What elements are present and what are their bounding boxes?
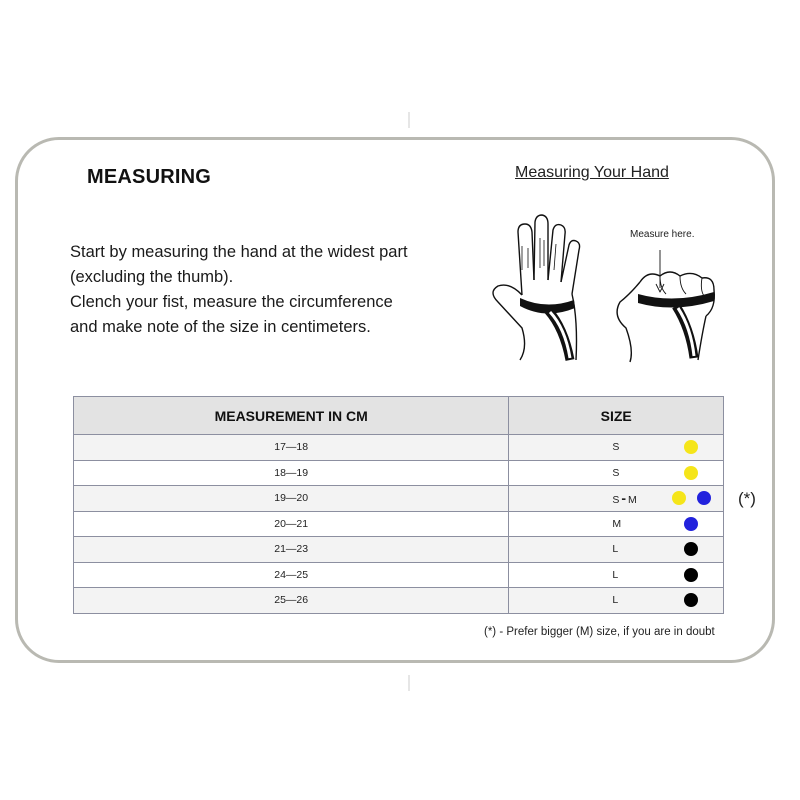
size-color-dots [672,491,711,505]
header-size: SIZE [509,397,724,435]
size-color-dots [684,517,698,531]
table-row [74,562,724,588]
size-color-dots [684,593,698,607]
doubt-marker: (*) [738,489,756,508]
size-label: L [612,568,619,581]
size-cell [509,511,724,537]
size-color-dots [684,440,698,454]
measurement-cell: 20—21 [74,511,509,537]
measure-here-label: Measure here. [630,229,695,240]
table-row [74,537,724,563]
measurement-cell: 18—19 [74,460,509,486]
black-size-dot [684,593,698,607]
size-cell [509,588,724,614]
measurement-cell: 17—18 [74,435,509,461]
black-size-dot [684,568,698,582]
size-label: L [612,594,619,607]
hand-measuring-illustration [480,210,730,370]
bottom-divider-mark [408,675,410,691]
table-row [74,435,724,461]
table-row [74,588,724,614]
size-label: S [612,466,620,479]
blue-size-dot [697,491,711,505]
fist-hand-drawing [617,250,714,362]
blue-size-dot [684,517,698,531]
size-cell [509,562,724,588]
table-header-row [74,397,724,435]
size-part: S [612,494,620,507]
size-color-dots [684,568,698,582]
table-row [74,460,724,486]
intro-line: Start by measuring the hand at the widest part [70,243,408,261]
size-label: L [612,543,619,556]
size-cell [509,537,724,563]
size-cell [509,486,724,512]
size-cell [509,435,724,461]
measurement-cell: 24—25 [74,562,509,588]
size-color-dots [684,466,698,480]
size-label: M [612,517,622,530]
open-hand-drawing [493,215,580,360]
measurement-cell: 25—26 [74,588,509,614]
footnote: (*) - Prefer bigger (M) size, if you are in doubt [484,626,715,638]
top-divider-mark [408,112,410,128]
size-part: M [628,494,637,507]
intro-text [70,240,470,340]
size-label: S [612,441,620,454]
measurement-cell: 19—20 [74,486,509,512]
size-cell [509,460,724,486]
table-row [74,486,724,512]
intro-line: and make note of the size in centimeters. [70,318,371,336]
header-measurement: MEASUREMENT IN CM [74,397,509,435]
size-table [73,396,724,614]
measurement-cell: 21—23 [74,537,509,563]
size-separator: - [621,490,627,507]
intro-line: Clench your fist, measure the circumference [70,293,393,311]
size-label [612,490,636,506]
intro-line: (excluding the thumb). [70,268,234,286]
size-color-dots [684,542,698,556]
page-title: MEASURING [87,166,212,188]
table-row [74,511,724,537]
black-size-dot [684,542,698,556]
yellow-size-dot [672,491,686,505]
illustration-title: Measuring Your Hand [515,164,669,181]
yellow-size-dot [684,466,698,480]
yellow-size-dot [684,440,698,454]
